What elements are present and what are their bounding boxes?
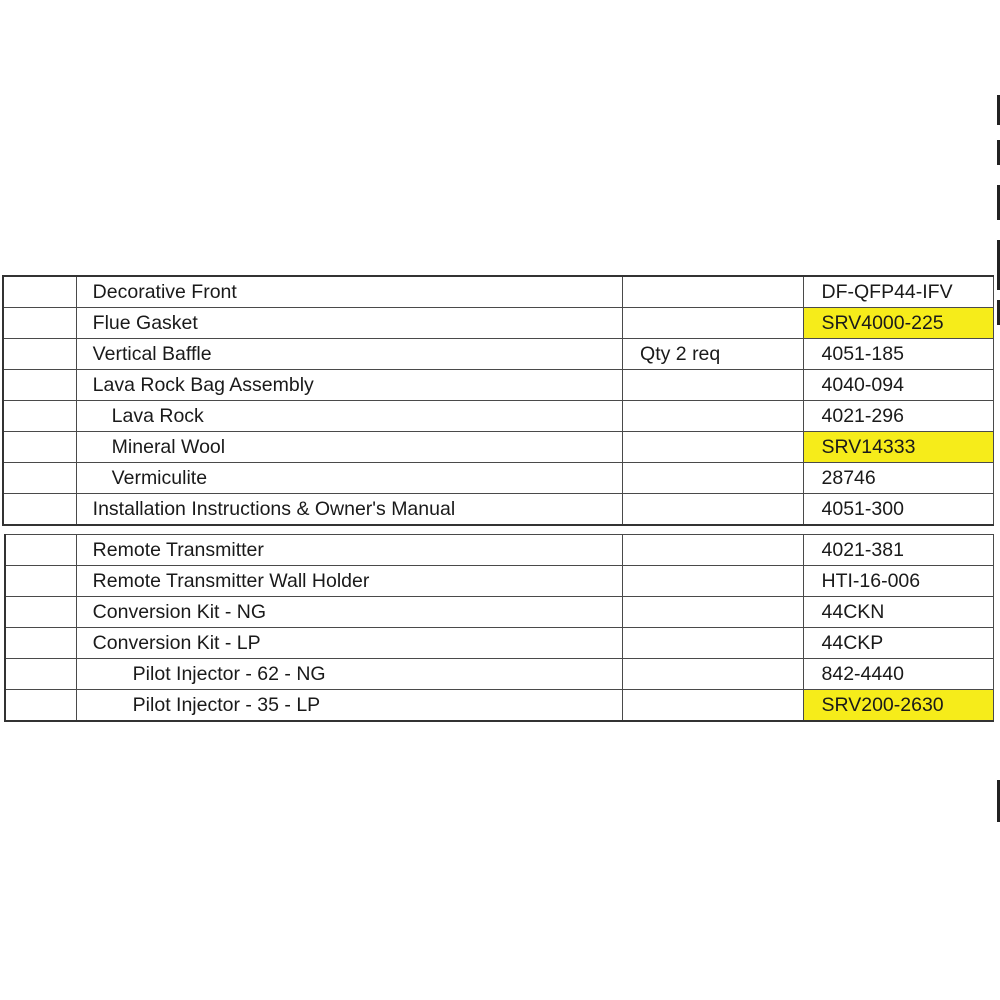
item-number-cell — [5, 597, 76, 628]
part-number-cell — [803, 597, 994, 628]
part-number: 4051-300 — [821, 498, 904, 520]
highlighted-part-number: SRV14333 — [804, 432, 994, 462]
part-number-cell — [803, 494, 994, 526]
item-number-cell — [5, 659, 76, 690]
description-cell: Pilot Injector - 62 - NG — [76, 659, 622, 690]
part-number-cell — [803, 566, 994, 597]
part-number-cell — [803, 463, 994, 494]
description-cell: Lava Rock Bag Assembly — [76, 370, 622, 401]
quantity-cell — [623, 535, 803, 566]
table-row — [5, 597, 994, 628]
part-number-cell — [803, 370, 994, 401]
part-number: DF-QFP44-IFV — [821, 281, 953, 303]
description-cell: Remote Transmitter Wall Holder — [76, 566, 622, 597]
description-cell: Conversion Kit - NG — [76, 597, 622, 628]
item-number-cell — [3, 432, 76, 463]
part-number-cell — [803, 432, 994, 463]
description-cell: Decorative Front — [76, 276, 622, 308]
description-cell: Mineral Wool — [76, 432, 622, 463]
quantity-cell — [623, 308, 803, 339]
table-row — [3, 401, 994, 432]
item-number-cell — [5, 690, 76, 722]
quantity-cell — [623, 628, 803, 659]
part-number: 4021-381 — [821, 539, 904, 561]
table-row — [3, 370, 994, 401]
item-number-cell — [3, 276, 76, 308]
parts-table-main — [2, 275, 994, 526]
part-number: 4021-296 — [821, 405, 904, 427]
table-row — [5, 659, 994, 690]
part-number: 842-4440 — [821, 663, 904, 685]
table-row — [5, 628, 994, 659]
item-number-cell — [5, 628, 76, 659]
part-number-cell — [803, 535, 994, 566]
part-number-cell — [803, 308, 994, 339]
highlighted-part-number: SRV200-2630 — [804, 690, 994, 720]
part-number: 4040-094 — [821, 374, 904, 396]
quantity-cell — [623, 494, 803, 526]
description-cell: Vertical Baffle — [76, 339, 622, 370]
item-number-cell — [3, 494, 76, 526]
item-number-cell — [5, 535, 76, 566]
quantity-cell — [623, 659, 803, 690]
description-cell: Remote Transmitter — [76, 535, 622, 566]
table-row — [3, 276, 994, 308]
quantity-cell — [623, 566, 803, 597]
item-number-cell — [3, 339, 76, 370]
part-number-cell — [803, 339, 994, 370]
table-row — [5, 566, 994, 597]
part-number: 44CKP — [821, 632, 884, 654]
item-number-cell — [3, 308, 76, 339]
description-cell: Flue Gasket — [76, 308, 622, 339]
item-number-cell — [3, 401, 76, 432]
description-cell: Pilot Injector - 35 - LP — [76, 690, 622, 722]
description-cell: Vermiculite — [76, 463, 622, 494]
quantity-cell — [623, 432, 803, 463]
part-number-cell — [803, 628, 994, 659]
quantity-cell — [623, 597, 803, 628]
part-number-cell — [803, 401, 994, 432]
table-row — [3, 463, 994, 494]
table-row — [5, 535, 994, 566]
part-number-cell — [803, 276, 994, 308]
highlighted-part-number: SRV4000-225 — [804, 308, 994, 338]
table-row — [3, 494, 994, 526]
quantity-cell — [623, 463, 803, 494]
part-number: 28746 — [821, 467, 876, 489]
description-cell: Installation Instructions & Owner's Manual — [76, 494, 622, 526]
table-row — [3, 432, 994, 463]
table-row — [3, 308, 994, 339]
description-cell: Lava Rock — [76, 401, 622, 432]
table-row — [3, 339, 994, 370]
quantity-cell — [623, 690, 803, 722]
item-number-cell — [5, 566, 76, 597]
item-number-cell — [3, 463, 76, 494]
item-number-cell — [3, 370, 76, 401]
quantity-cell — [623, 370, 803, 401]
part-number: 44CKN — [821, 601, 885, 623]
part-number-cell — [803, 690, 994, 722]
part-number: HTI-16-006 — [821, 570, 921, 592]
part-number-cell — [803, 659, 994, 690]
quantity-cell — [623, 276, 803, 308]
table-row — [5, 690, 994, 722]
parts-table-accessories — [4, 534, 994, 722]
quantity-cell — [623, 401, 803, 432]
quantity-cell: Qty 2 req — [623, 339, 803, 370]
part-number: 4051-185 — [821, 343, 904, 365]
description-cell: Conversion Kit - LP — [76, 628, 622, 659]
